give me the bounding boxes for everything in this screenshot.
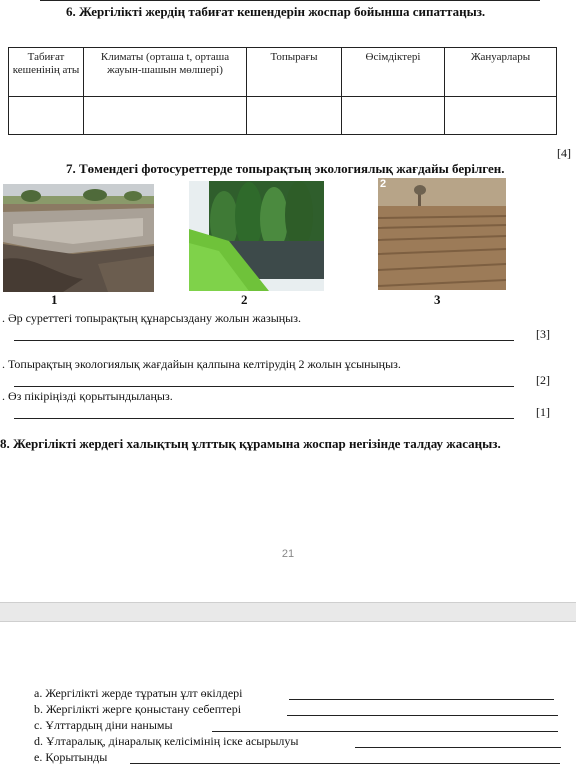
q7-sub-c: . Өз пікіріңізді қорытындылаңыз. — [2, 389, 173, 403]
photo-eroded-soil — [3, 184, 154, 292]
plan-item-e: e. Қорытынды — [34, 750, 108, 764]
q8-title: 8. Жергілікті жердегі халықтың ұлттық құрамына жоспар негізінде талдау жасаңыз. — [0, 436, 501, 451]
photo-dry-field — [378, 178, 506, 290]
plan-item-d-answer-line[interactable] — [355, 747, 561, 748]
plan-item-c-answer-line[interactable] — [212, 731, 558, 732]
q6-table — [8, 47, 557, 135]
page-separator — [0, 602, 576, 622]
q7-sub-a-marks: [3] — [536, 327, 550, 341]
cell-soil[interactable] — [247, 97, 342, 135]
page-number: 21 — [281, 548, 295, 560]
header-plants: Өсімдіктері — [342, 48, 445, 97]
photo-2-image — [189, 181, 324, 291]
cell-complex-name[interactable] — [9, 97, 84, 135]
plan-item-b-answer-line[interactable] — [287, 715, 558, 716]
cell-plants[interactable] — [342, 97, 445, 135]
header-climate: Климаты (орташа t, орташа жауын-шашын мөлшері) — [84, 48, 247, 97]
photo-1-label: 1 — [51, 292, 58, 307]
plan-item-e-answer-line[interactable] — [130, 763, 560, 764]
photo-1-image — [3, 184, 154, 292]
cell-animals[interactable] — [445, 97, 557, 135]
photo-2-label: 2 — [241, 292, 248, 307]
plan-item-a: a. Жергілікті жерде тұратын ұлт өкілдері — [34, 686, 243, 700]
q7-sub-c-answer-line[interactable] — [14, 418, 514, 419]
plan-item-a-answer-line[interactable] — [289, 699, 554, 700]
plan-item-c: c. Ұлттардың діни нанымы — [34, 718, 173, 732]
q7-title: 7. Төмендегі фотосуреттерде топырақтың экологиялық жағдайы берілген. — [66, 161, 505, 176]
photo-3-badge: 2 — [380, 178, 387, 190]
header-complex-name: Табиғат кешенінің аты — [9, 48, 84, 97]
plan-item-b: b. Жергілікті жерге қоныстану себептері — [34, 702, 242, 716]
header-animals: Жануарлары — [445, 48, 557, 97]
q7-sub-b-answer-line[interactable] — [14, 386, 514, 387]
q7-sub-b-marks: [2] — [536, 373, 550, 387]
photo-flooded-trees — [189, 181, 324, 291]
q7-sub-a: . Әр суреттегі топырақтың құнарсыздану жолын жазыңыз. — [2, 311, 301, 325]
q6-marks: [4] — [557, 146, 571, 160]
q6-title: 6. Жергілікті жердің табиғат кешендерін жоспар бойынша сипаттаңыз. — [66, 4, 486, 19]
header-soil: Топырағы — [247, 48, 342, 97]
q7-sub-a-answer-line[interactable] — [14, 340, 514, 341]
top-rule — [40, 0, 540, 1]
q7-sub-c-marks: [1] — [536, 405, 550, 419]
cell-climate[interactable] — [84, 97, 247, 135]
plan-item-d: d. Ұлтаралық, дінаралық келісімінің іске асырылуы — [34, 734, 299, 748]
q7-sub-b: . Топырақтың экологиялық жағдайын қалпына келтірудің 2 жолын ұсыныңыз. — [2, 357, 401, 371]
photo-3-label: 3 — [434, 292, 441, 307]
photo-3-image — [378, 178, 506, 290]
